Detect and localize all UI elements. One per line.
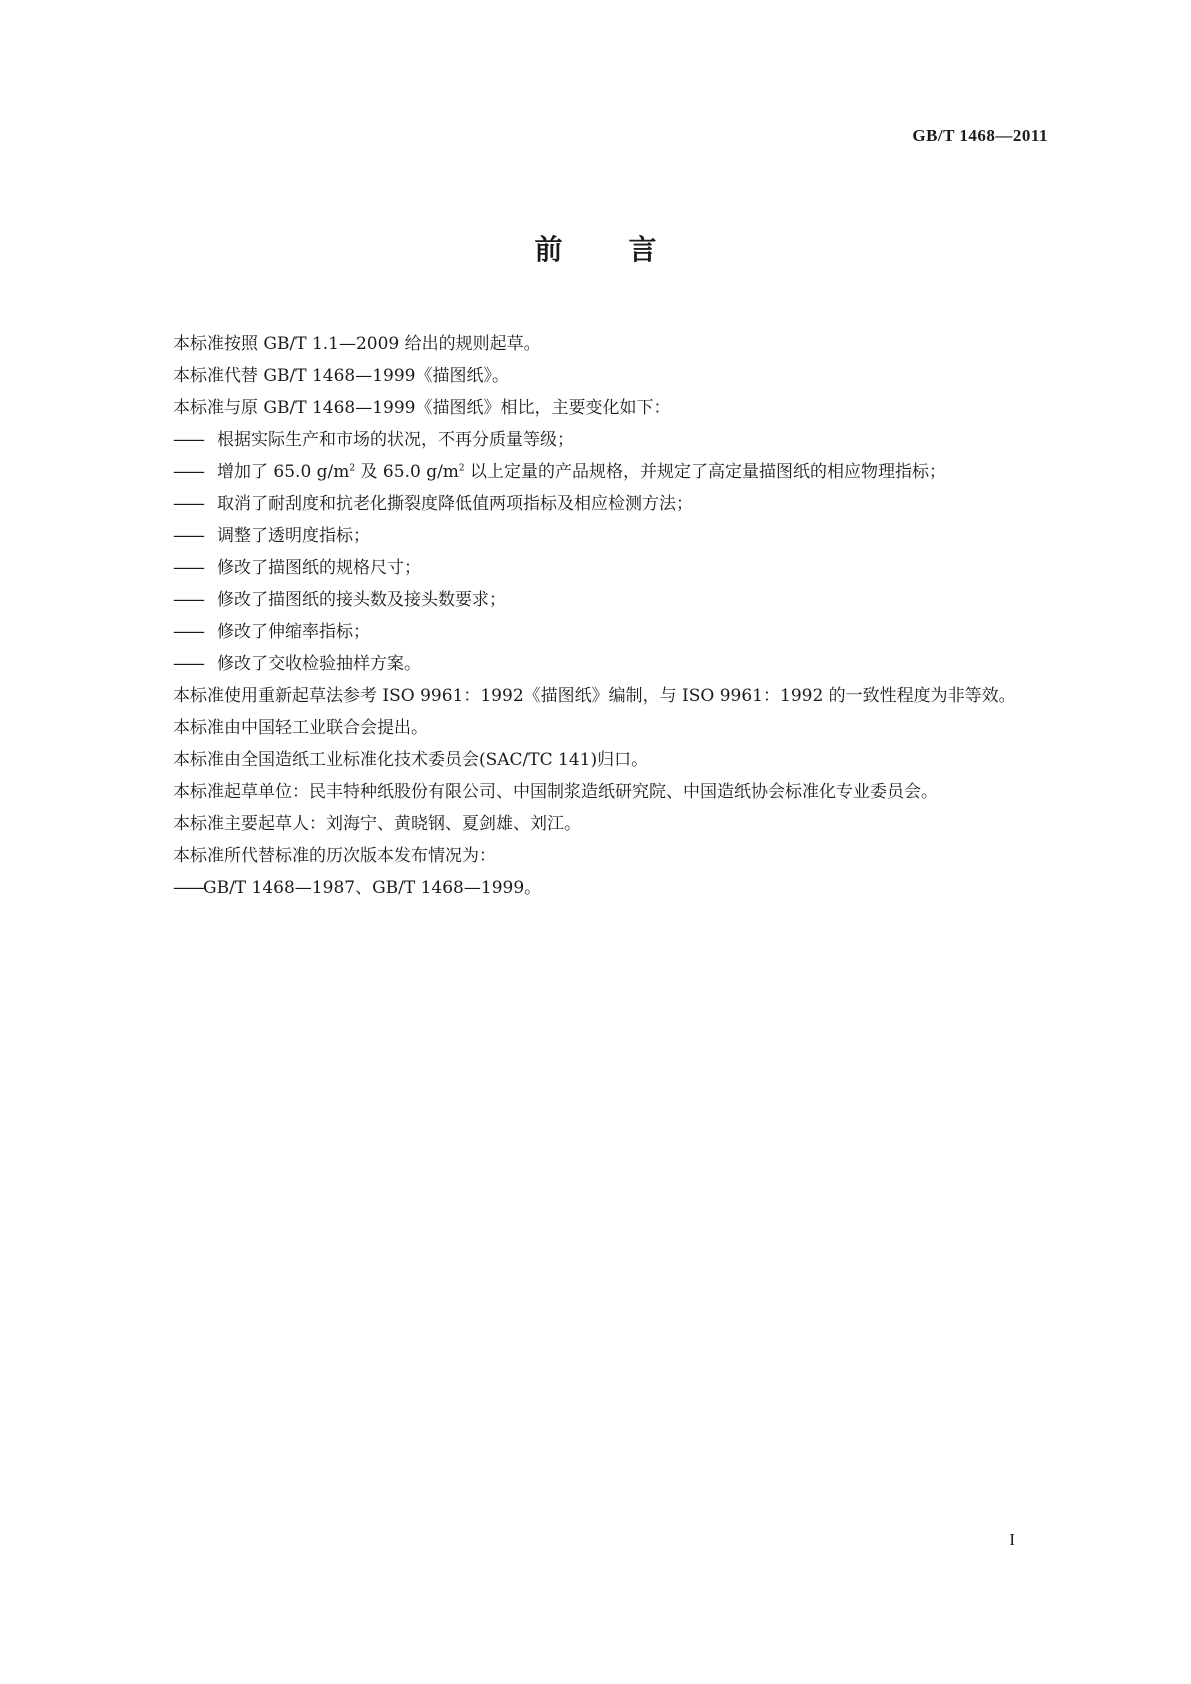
paragraph: 本标准与原 GB/T 1468—1999《描图纸》相比，主要变化如下：	[173, 398, 671, 418]
dash-mark: ——	[173, 590, 203, 610]
change-item	[135, 648, 1053, 680]
dash-mark: ——	[173, 430, 203, 450]
change-text: 调整了透明度指标；	[217, 526, 370, 546]
change-item	[135, 520, 1053, 552]
superscript: 2	[349, 463, 356, 474]
paragraph: 本标准所代替标准的历次版本发布情况为：	[173, 846, 496, 866]
page-number: I	[1009, 1530, 1015, 1549]
change-item	[135, 424, 1053, 456]
dash-mark: ——	[173, 878, 203, 898]
paragraph: 本标准代替 GB/T 1468—1999《描图纸》。	[173, 366, 509, 386]
dash-mark: ——	[173, 462, 203, 482]
superscript: 2	[458, 463, 465, 474]
change-text: 修改了交收检验抽样方案。	[217, 654, 421, 674]
change-text: 修改了描图纸的接头数及接头数要求；	[217, 590, 506, 610]
change-text: 取消了耐刮度和抗老化撕裂度降低值两项指标及相应检测方法；	[217, 494, 693, 514]
change-text: 增加了 65.0 g/m	[217, 462, 350, 482]
change-text: 及 65.0 g/m	[355, 462, 459, 482]
history-item	[135, 872, 1053, 904]
change-item	[135, 552, 1053, 584]
foreword-body	[135, 328, 1053, 904]
standard-code: GB/T 1468—2011	[912, 126, 1048, 145]
paragraph: 本标准起草单位：民丰特种纸股份有限公司、中国制浆造纸研究院、中国造纸协会标准化专业委员会。	[173, 782, 938, 802]
dash-mark: ——	[173, 494, 203, 514]
change-item	[135, 584, 1053, 616]
change-item	[135, 616, 1053, 648]
history-text: GB/T 1468—1987、GB/T 1468—1999。	[203, 878, 542, 898]
change-item	[135, 456, 1053, 488]
dash-mark: ——	[173, 558, 203, 578]
paragraph: 本标准由全国造纸工业标准化技术委员会(SAC/TC 141)归口。	[173, 750, 649, 770]
change-text: 根据实际生产和市场的状况，不再分质量等级；	[217, 430, 574, 450]
paragraph: 本标准按照 GB/T 1.1—2009 给出的规则起草。	[173, 334, 541, 354]
change-item	[135, 488, 1053, 520]
dash-mark: ——	[173, 622, 203, 642]
paragraph: 本标准使用重新起草法参考 ISO 9961：1992《描图纸》编制，与 ISO 9961：1992 的一致性程度为非等效。	[173, 686, 1016, 706]
change-text: 修改了描图纸的规格尺寸；	[217, 558, 421, 578]
change-text: 以上定量的产品规格，并规定了高定量描图纸的相应物理指标；	[464, 462, 947, 482]
paragraph: 本标准主要起草人：刘海宁、黄晓钢、夏剑雄、刘江。	[173, 814, 581, 834]
change-text: 修改了伸缩率指标；	[217, 622, 370, 642]
dash-mark: ——	[173, 526, 203, 546]
paragraph: 本标准由中国轻工业联合会提出。	[173, 718, 428, 738]
dash-mark: ——	[173, 654, 203, 674]
page-title: 前言	[534, 233, 723, 266]
